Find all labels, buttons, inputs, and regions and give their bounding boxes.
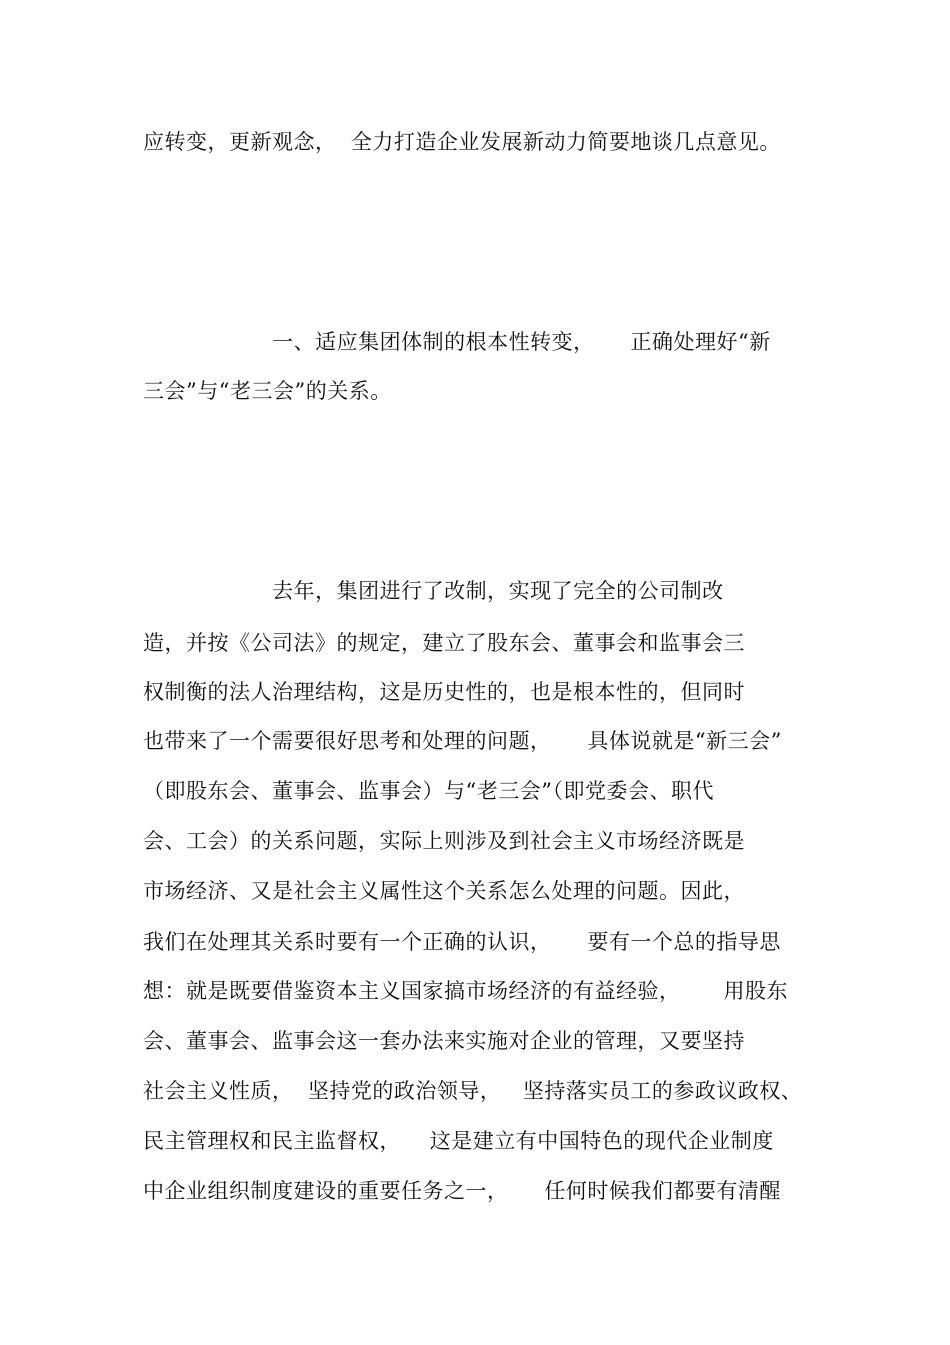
intro-line: 应转变，更新观念， 全力打造企业发展新动力简要地谈几点意见。 — [143, 130, 781, 154]
body-line: 社会主义性质， 坚持党的政治领导， 坚持落实员工的参政议政权、 — [143, 1079, 803, 1103]
section-heading-line-2: 三会”与“老三会”的关系。 — [143, 379, 392, 403]
body-line: 去年，集团进行了改制，实现了完全的公司制改 — [143, 579, 724, 603]
body-line: 会、工会）的关系问题，实际上则涉及到社会主义市场经济既是 — [143, 829, 745, 853]
body-line: 中企业组织制度建设的重要任务之一， 任何时候我们都要有清醒 — [143, 1179, 781, 1203]
body-line: 造，并按《公司法》的规定，建立了股东会、董事会和监事会三 — [143, 631, 745, 655]
section-heading-line-1: 一、适应集团体制的根本性转变， 正确处理好“新 — [143, 330, 771, 354]
body-line: 也带来了一个需要很好思考和处理的问题， 具体说就是“新三会” — [143, 729, 782, 753]
body-line: 权制衡的法人治理结构，这是历史性的，也是根本性的，但同时 — [143, 680, 745, 704]
body-line: 会、董事会、监事会这一套办法来实施对企业的管理，又要坚持 — [143, 1029, 745, 1053]
body-line: 市场经济、又是社会主义属性这个关系怎么处理的问题。因此， — [143, 879, 745, 903]
body-line: 想：就是既要借鉴资本主义国家搞市场经济的有益经验， 用股东 — [143, 979, 789, 1003]
body-line: （即股东会、董事会、监事会）与“老三会”（即党委会、职代 — [143, 779, 714, 803]
body-line: 我们在处理其关系时要有一个正确的认识， 要有一个总的指导思 — [143, 930, 781, 954]
body-line: 民主管理权和民主监督权， 这是建立有中国特色的现代企业制度 — [143, 1129, 774, 1153]
